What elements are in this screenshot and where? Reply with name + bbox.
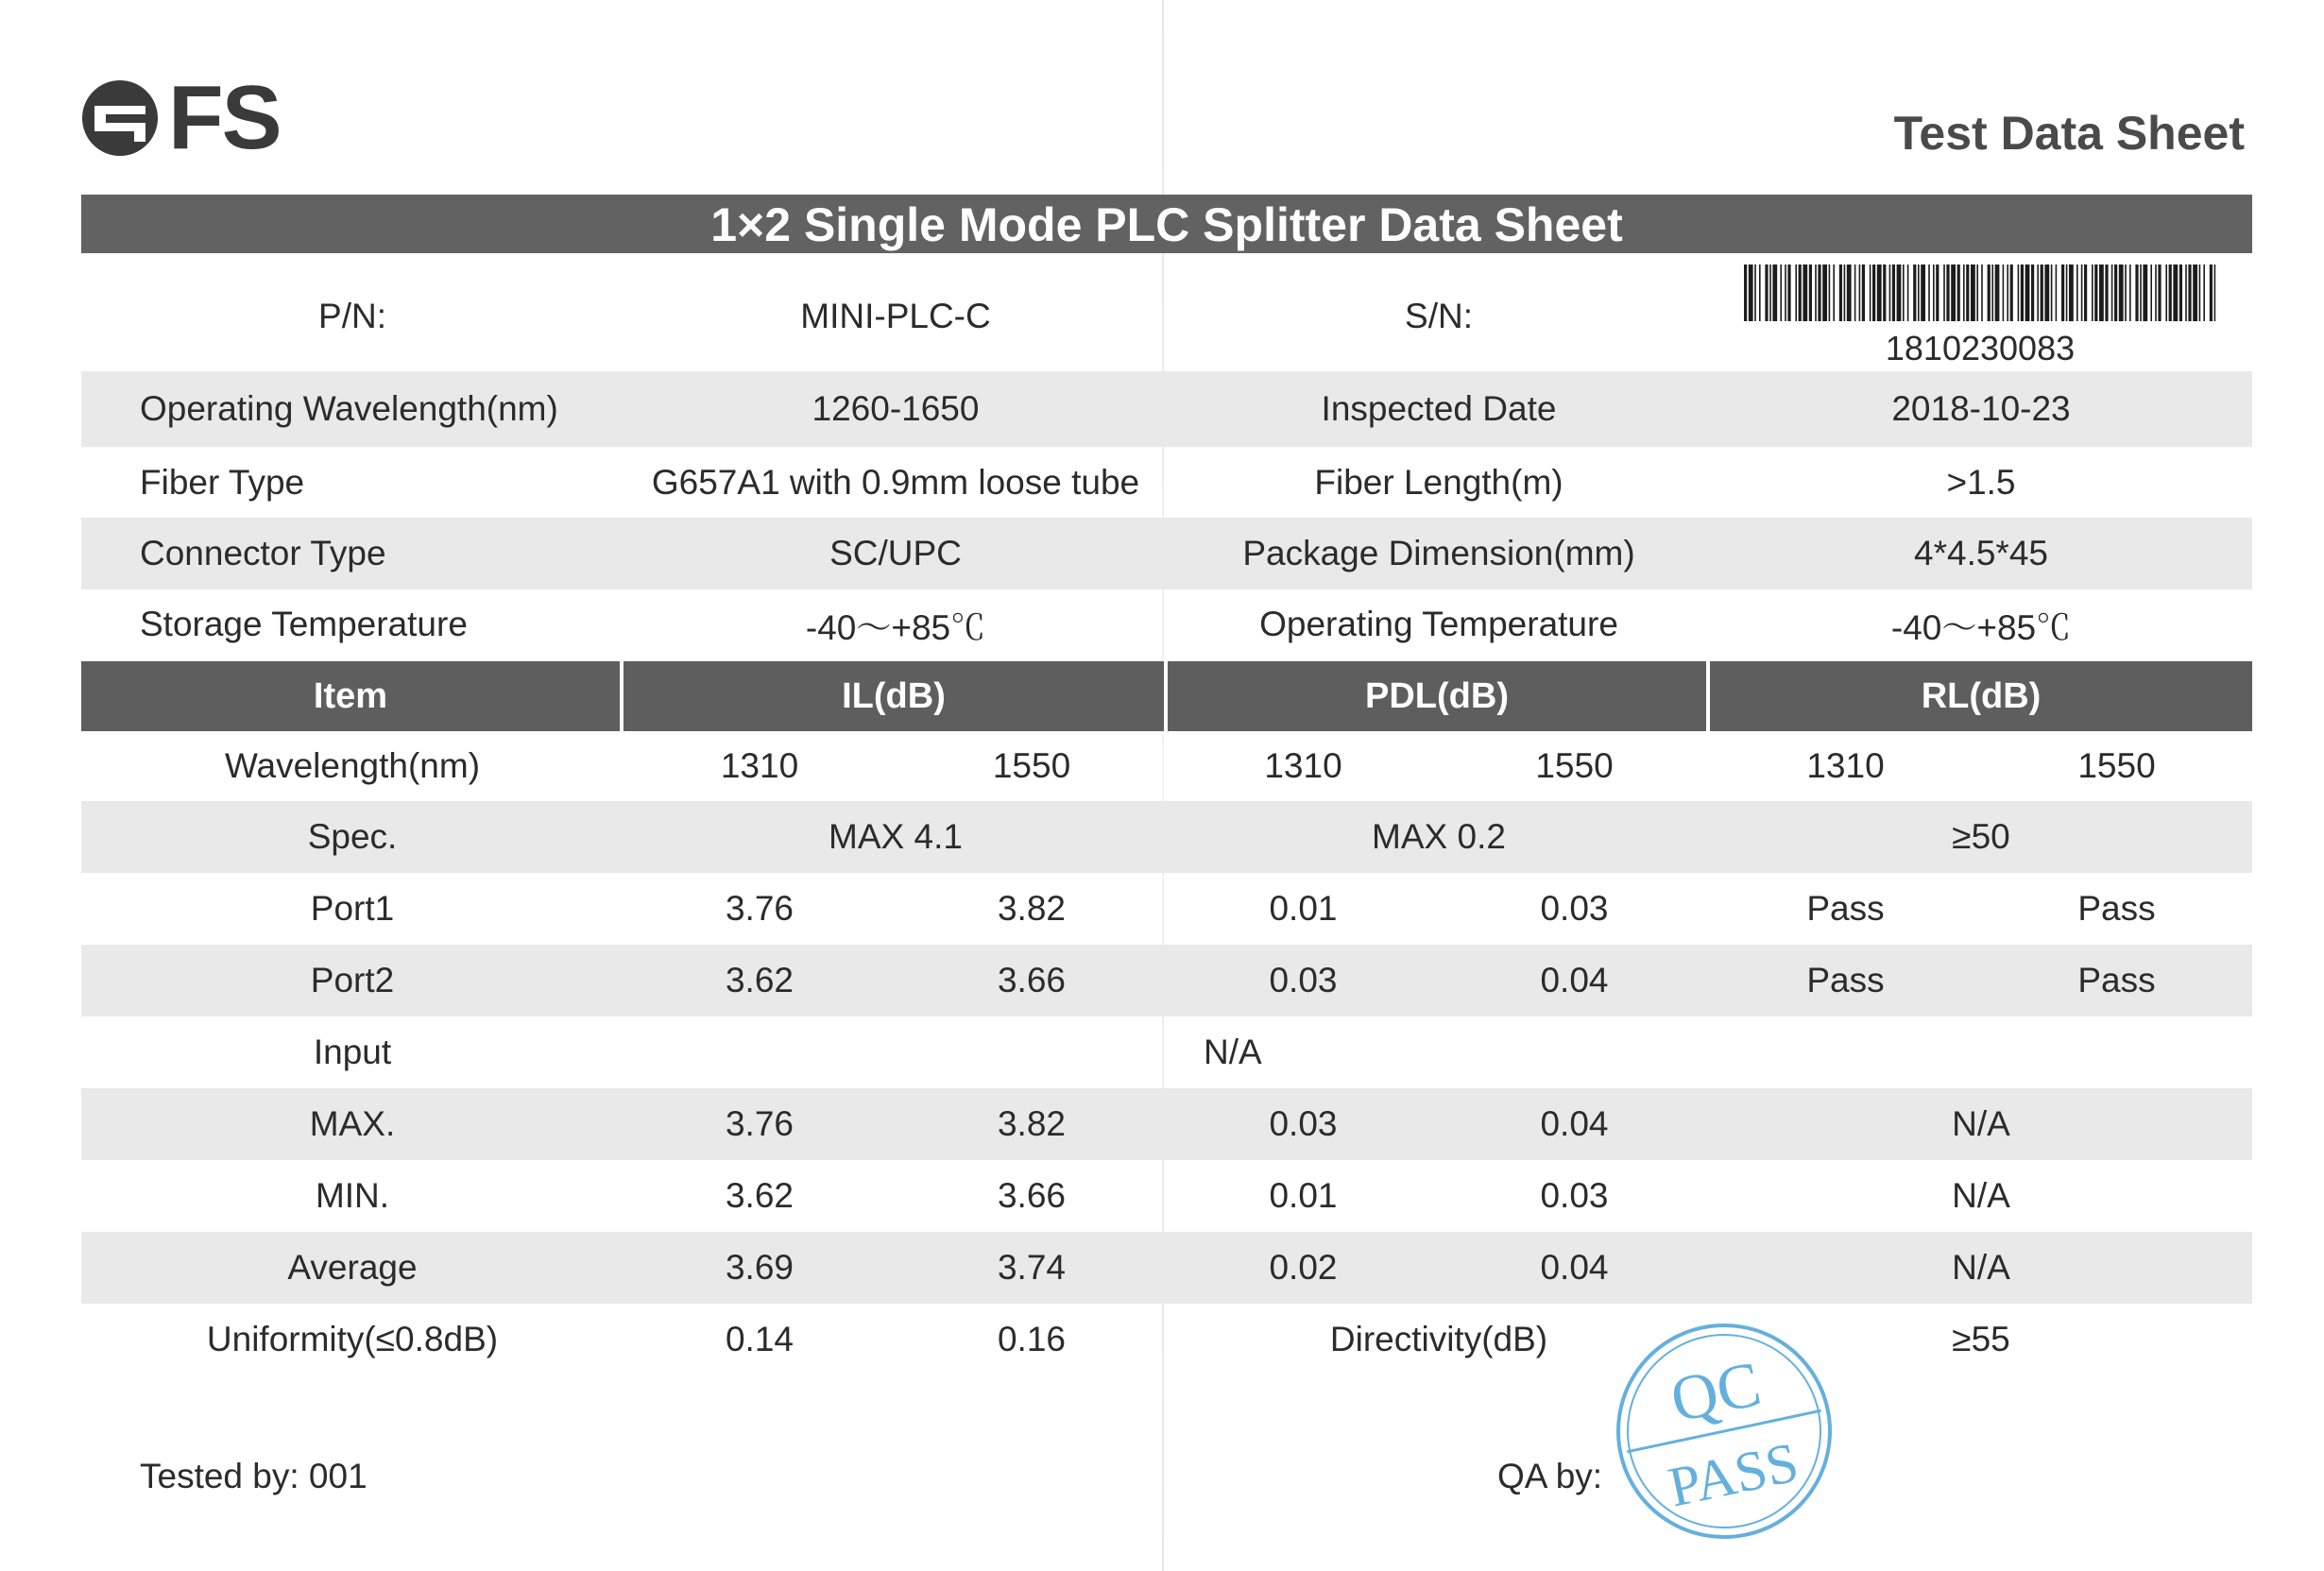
- table-header: [81, 661, 2252, 731]
- stamp-pass-text: PASS: [1663, 1430, 1804, 1519]
- avg-il-1550: 3.74: [997, 1248, 1066, 1287]
- table-row-port2: [81, 945, 2252, 1016]
- rl-1550: 1550: [2077, 746, 2156, 785]
- port2-pdl-1550: 0.04: [1540, 961, 1609, 999]
- directivity-label: Directivity(dB): [1329, 1320, 1548, 1358]
- port1-rl-1310: Pass: [1806, 889, 1885, 928]
- fiber-length-value: >1.5: [1946, 462, 2016, 502]
- min-pdl-1310: 0.01: [1269, 1176, 1338, 1215]
- port2-il-1550: 3.66: [997, 961, 1066, 999]
- fs-logo-icon: [79, 77, 161, 159]
- min-il-1550: 3.66: [997, 1176, 1066, 1215]
- storage-temp-value: -40～+85℃: [805, 608, 986, 647]
- port1-pdl-1550: 0.03: [1540, 889, 1609, 928]
- qa-by: QA by:: [1497, 1457, 1603, 1495]
- row-label: Input: [313, 1033, 392, 1071]
- package-label: Package Dimension(mm): [1242, 534, 1635, 572]
- table-row-input: [81, 1016, 2252, 1088]
- pn-value: MINI-PLC-C: [800, 297, 991, 335]
- info-row-fiber: [81, 447, 2252, 518]
- pn-label: P/N:: [318, 297, 386, 335]
- max-pdl-1550: 0.04: [1540, 1104, 1609, 1143]
- info-row-temperature: [81, 589, 2252, 659]
- pdl-1310: 1310: [1264, 746, 1342, 785]
- avg-il-1310: 3.69: [725, 1248, 794, 1287]
- port1-pdl-1310: 0.01: [1269, 889, 1338, 928]
- qc-pass-stamp: [1606, 1313, 1842, 1549]
- connector-label: Connector Type: [140, 534, 386, 572]
- row-label: Average: [287, 1248, 418, 1287]
- spec-il: MAX 4.1: [829, 817, 963, 856]
- fiber-length-label: Fiber Length(m): [1314, 462, 1564, 502]
- input-value: N/A: [1204, 1033, 1262, 1071]
- uniformity-1550: 0.16: [997, 1320, 1066, 1358]
- stamp-qc-text: QC: [1664, 1346, 1768, 1436]
- pdl-1550: 1550: [1535, 746, 1614, 785]
- table-row-average: [81, 1232, 2252, 1304]
- table-row-max: [81, 1088, 2252, 1160]
- fiber-type-label: Fiber Type: [140, 462, 305, 502]
- inspected-value: 2018-10-23: [1891, 389, 2071, 428]
- sheet-title: 1×2 Single Mode PLC Splitter Data Sheet: [81, 195, 2252, 253]
- fs-logo: [79, 67, 281, 168]
- row-label: Port1: [310, 889, 395, 928]
- row-label: Spec.: [307, 817, 398, 856]
- il-1310: 1310: [720, 746, 799, 785]
- tested-by: Tested by: 001: [140, 1457, 367, 1495]
- wavelength-label: Operating Wavelength(nm): [140, 389, 558, 428]
- port2-pdl-1310: 0.03: [1269, 961, 1338, 999]
- info-row-wavelength: [81, 371, 2252, 447]
- port1-il-1310: 3.76: [725, 889, 794, 928]
- serial-barcode: [1744, 265, 2216, 368]
- directivity-value: ≥55: [1952, 1320, 2010, 1358]
- row-label: MAX.: [309, 1104, 396, 1143]
- avg-pdl-1310: 0.02: [1269, 1248, 1338, 1287]
- min-rl: N/A: [1952, 1176, 2010, 1215]
- connector-value: SC/UPC: [829, 534, 962, 572]
- max-rl: N/A: [1952, 1104, 2010, 1143]
- avg-pdl-1550: 0.04: [1540, 1248, 1609, 1287]
- inspected-label: Inspected Date: [1321, 389, 1557, 428]
- port1-rl-1550: Pass: [2077, 889, 2156, 928]
- table-row-uniformity: [81, 1304, 2252, 1375]
- uniformity-1310: 0.14: [725, 1320, 794, 1358]
- header-il: IL(dB): [624, 661, 1168, 731]
- max-il-1310: 3.76: [725, 1104, 794, 1143]
- table-row-wavelength: [81, 731, 2252, 801]
- port1-il-1550: 3.82: [997, 889, 1066, 928]
- header-item: Item: [81, 661, 624, 731]
- barcode-icon: [1744, 265, 2216, 321]
- storage-temp-label: Storage Temperature: [140, 605, 468, 643]
- il-1550: 1550: [992, 746, 1071, 785]
- header-pdl: PDL(dB): [1168, 661, 1710, 731]
- port2-rl-1550: Pass: [2077, 961, 2156, 999]
- max-pdl-1310: 0.03: [1269, 1104, 1338, 1143]
- sn-label: S/N:: [1405, 297, 1473, 335]
- wavelength-value: 1260-1650: [812, 389, 980, 428]
- package-value: 4*4.5*45: [1914, 534, 2048, 572]
- document-type: Test Data Sheet: [1893, 107, 2245, 160]
- avg-rl: N/A: [1952, 1248, 2010, 1287]
- info-row-connector: [81, 518, 2252, 589]
- table-row-min: [81, 1160, 2252, 1232]
- logo-text: FS: [168, 67, 281, 168]
- row-label: Wavelength(nm): [224, 746, 481, 785]
- row-label: Port2: [310, 961, 395, 999]
- min-pdl-1550: 0.03: [1540, 1176, 1609, 1215]
- max-il-1550: 3.82: [997, 1104, 1066, 1143]
- header-rl: RL(dB): [1921, 675, 2042, 716]
- row-label: MIN.: [315, 1176, 390, 1215]
- port2-il-1310: 3.62: [725, 961, 794, 999]
- spec-pdl: MAX 0.2: [1372, 817, 1506, 856]
- port2-rl-1310: Pass: [1806, 961, 1885, 999]
- rl-1310: 1310: [1806, 746, 1885, 785]
- table-row-port1: [81, 873, 2252, 945]
- spec-rl: ≥50: [1952, 817, 2010, 856]
- row-label: Uniformity(≤0.8dB): [206, 1320, 499, 1358]
- fiber-type-value: G657A1 with 0.9mm loose tube: [651, 462, 1140, 502]
- operating-temp-label: Operating Temperature: [1259, 605, 1618, 643]
- min-il-1310: 3.62: [725, 1176, 794, 1215]
- table-row-spec: [81, 801, 2252, 873]
- sn-value: 1810230083: [1885, 329, 2076, 367]
- operating-temp-value: -40～+85℃: [1890, 608, 2072, 647]
